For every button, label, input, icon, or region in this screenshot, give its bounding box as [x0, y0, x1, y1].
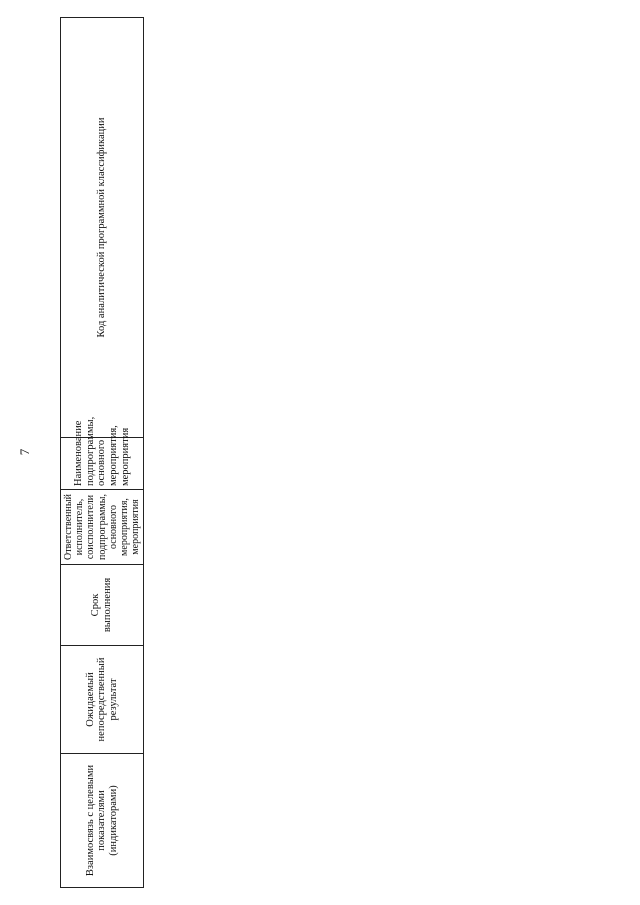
- header-code: Код аналитической программной классификации: [61, 17, 144, 437]
- table-container: [60, 18, 620, 888]
- header-term: Срок выполнения: [61, 565, 144, 646]
- program-table: [60, 17, 620, 888]
- header-responsible: Ответственный исполнитель, соисполнители подпрограммы, основного мероприятия, мероприятия: [61, 490, 144, 565]
- rotated-page: [60, 18, 620, 888]
- page-number: 7: [17, 448, 32, 456]
- header-name: Наименование подпрограммы, основного мероприятия, мероприятия: [61, 438, 144, 490]
- header-link: Взаимосвязь с целевыми показателями (индикаторами): [61, 754, 144, 888]
- header-result: Ожидаемый непосредственный результат: [61, 646, 144, 754]
